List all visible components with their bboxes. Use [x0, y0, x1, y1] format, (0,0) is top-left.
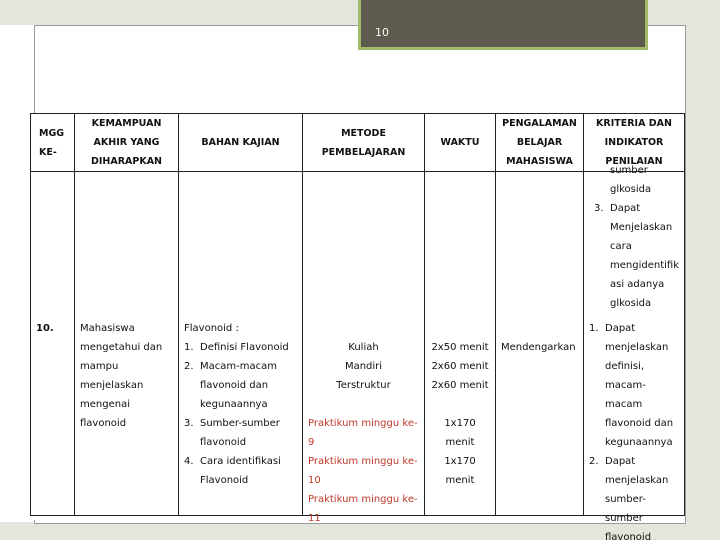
- item-text: Definisi Flavonoid: [200, 342, 289, 353]
- item-text: glkosida: [610, 298, 652, 309]
- waktu-line: 2x60 menit: [431, 380, 489, 391]
- header-kriteria-line: INDIKATOR: [604, 137, 664, 148]
- header-kemampuan: [75, 114, 179, 172]
- cell-mgg: [31, 172, 75, 516]
- header-bahan-kajian: BAHAN KAJIAN: [179, 114, 303, 172]
- header-kriteria-line: KRITERIA DAN: [596, 118, 672, 129]
- item-number: 2.: [184, 361, 194, 372]
- slide-background-right: [686, 0, 720, 540]
- item-text: definisi,: [605, 361, 645, 372]
- page-number-badge: [358, 0, 648, 50]
- item-text: menjelaskan: [605, 342, 669, 353]
- item-number: 3.: [594, 203, 604, 214]
- header-kemampuan-line: AKHIR YANG: [93, 137, 160, 148]
- list-item: [184, 414, 297, 452]
- item-text: macam-macam: [605, 380, 646, 410]
- kriteria-list: [589, 319, 679, 547]
- rps-table-wrapper: [30, 113, 684, 543]
- bahan-list: [184, 338, 297, 490]
- item-text: flavonoid dan: [605, 418, 674, 429]
- item-text: menjelaskan: [605, 475, 669, 486]
- cell-pengalaman: [496, 172, 584, 516]
- list-item: [184, 452, 297, 490]
- header-kriteria-line: PENILAIAN: [605, 156, 663, 167]
- item-text: asi adanya: [610, 279, 665, 290]
- header-kemampuan-line: KEMAMPUAN: [91, 118, 162, 129]
- waktu-line: 1x170 menit: [444, 418, 476, 448]
- praktikum-line: 10: [308, 475, 321, 486]
- praktikum-line: Praktikum minggu ke-: [308, 494, 418, 505]
- list-item: [594, 199, 674, 218]
- kemampuan-line: Mahasiswa: [80, 323, 135, 334]
- cell-kemampuan: [75, 172, 179, 516]
- item-text: mengidentifik: [610, 260, 679, 271]
- kemampuan-line: flavonoid: [80, 418, 127, 429]
- list-item: [589, 452, 679, 547]
- item-text: Dapat: [610, 203, 641, 214]
- item-text: cara: [610, 241, 632, 252]
- waktu-line: 2x60 menit: [431, 361, 489, 372]
- list-item: [184, 357, 297, 414]
- item-number: 1.: [589, 323, 599, 334]
- item-number: 3.: [184, 418, 194, 429]
- pengalaman-text: Mendengarkan: [501, 342, 576, 353]
- waktu-line: 2x50 menit: [431, 342, 489, 353]
- item-text: Dapat: [605, 456, 636, 467]
- praktikum-line: Praktikum minggu ke-9: [308, 418, 418, 448]
- rps-table: [30, 113, 685, 543]
- bahan-title: Flavonoid :: [184, 323, 239, 334]
- item-text: Dapat: [605, 323, 636, 334]
- list-item: [184, 338, 297, 357]
- cell-kriteria: [584, 165, 685, 543]
- item-text: flavonoid dan: [200, 380, 269, 391]
- header-pengalaman-line: MAHASISWA: [506, 156, 573, 167]
- metode-line: Terstruktur: [336, 380, 391, 391]
- kemampuan-line: mengetahui dan: [80, 342, 163, 353]
- cell-waktu: [425, 172, 496, 516]
- item-text: kegunaannya: [605, 437, 673, 448]
- kemampuan-line: mampu: [80, 361, 119, 372]
- item-number: 1.: [184, 342, 194, 353]
- header-kemampuan-line: DIHARAPKAN: [90, 156, 163, 167]
- header-waktu: WAKTU: [425, 114, 496, 172]
- metode-line: Kuliah: [348, 342, 379, 353]
- header-metode-line: PEMBELAJARAN: [321, 146, 406, 158]
- waktu-line: 1x170 menit: [444, 456, 476, 486]
- item-text: flavonoid: [200, 437, 247, 448]
- metode-line: Mandiri: [344, 361, 383, 372]
- kriteria-line: glkosida: [610, 184, 652, 195]
- header-pengalaman-line: BELAJAR: [516, 137, 563, 148]
- header-mgg-line: MGG: [39, 127, 65, 139]
- item-number: 4.: [184, 456, 194, 467]
- item-text: Macam-macam: [200, 361, 277, 372]
- header-pengalaman: [496, 114, 584, 172]
- kemampuan-line: menjelaskan: [80, 380, 144, 391]
- praktikum-line: 11: [308, 513, 321, 524]
- table-header-row: [31, 114, 685, 172]
- kriteria-continued-from-previous: [594, 161, 679, 313]
- header-mgg-line: KE-: [39, 146, 57, 158]
- table-row: [31, 172, 685, 516]
- kemampuan-line: mengenai: [80, 399, 130, 410]
- kriteria-line: sumber: [610, 165, 648, 176]
- item-text: Sumber-sumber: [200, 418, 280, 429]
- item-text: Flavonoid: [200, 475, 249, 486]
- header-metode-line: METODE: [341, 127, 386, 139]
- header-metode: [303, 114, 425, 172]
- praktikum-line: Praktikum minggu ke-: [308, 456, 418, 467]
- page-number: 10: [375, 26, 389, 39]
- item-text: sumber-sumber: [605, 494, 646, 524]
- item-text: kegunaannya: [200, 399, 268, 410]
- item-text: flavonoid: [605, 532, 652, 543]
- cell-bahan-kajian: [179, 172, 303, 516]
- header-mgg: [31, 114, 75, 172]
- cell-metode: [303, 172, 425, 524]
- item-text: Cara identifikasi: [200, 456, 281, 467]
- mgg-number: 10.: [36, 323, 54, 334]
- item-text: Menjelaskan: [610, 222, 673, 233]
- header-pengalaman-line: PENGALAMAN: [502, 118, 577, 129]
- list-item: [589, 319, 679, 452]
- item-number: 2.: [589, 456, 599, 467]
